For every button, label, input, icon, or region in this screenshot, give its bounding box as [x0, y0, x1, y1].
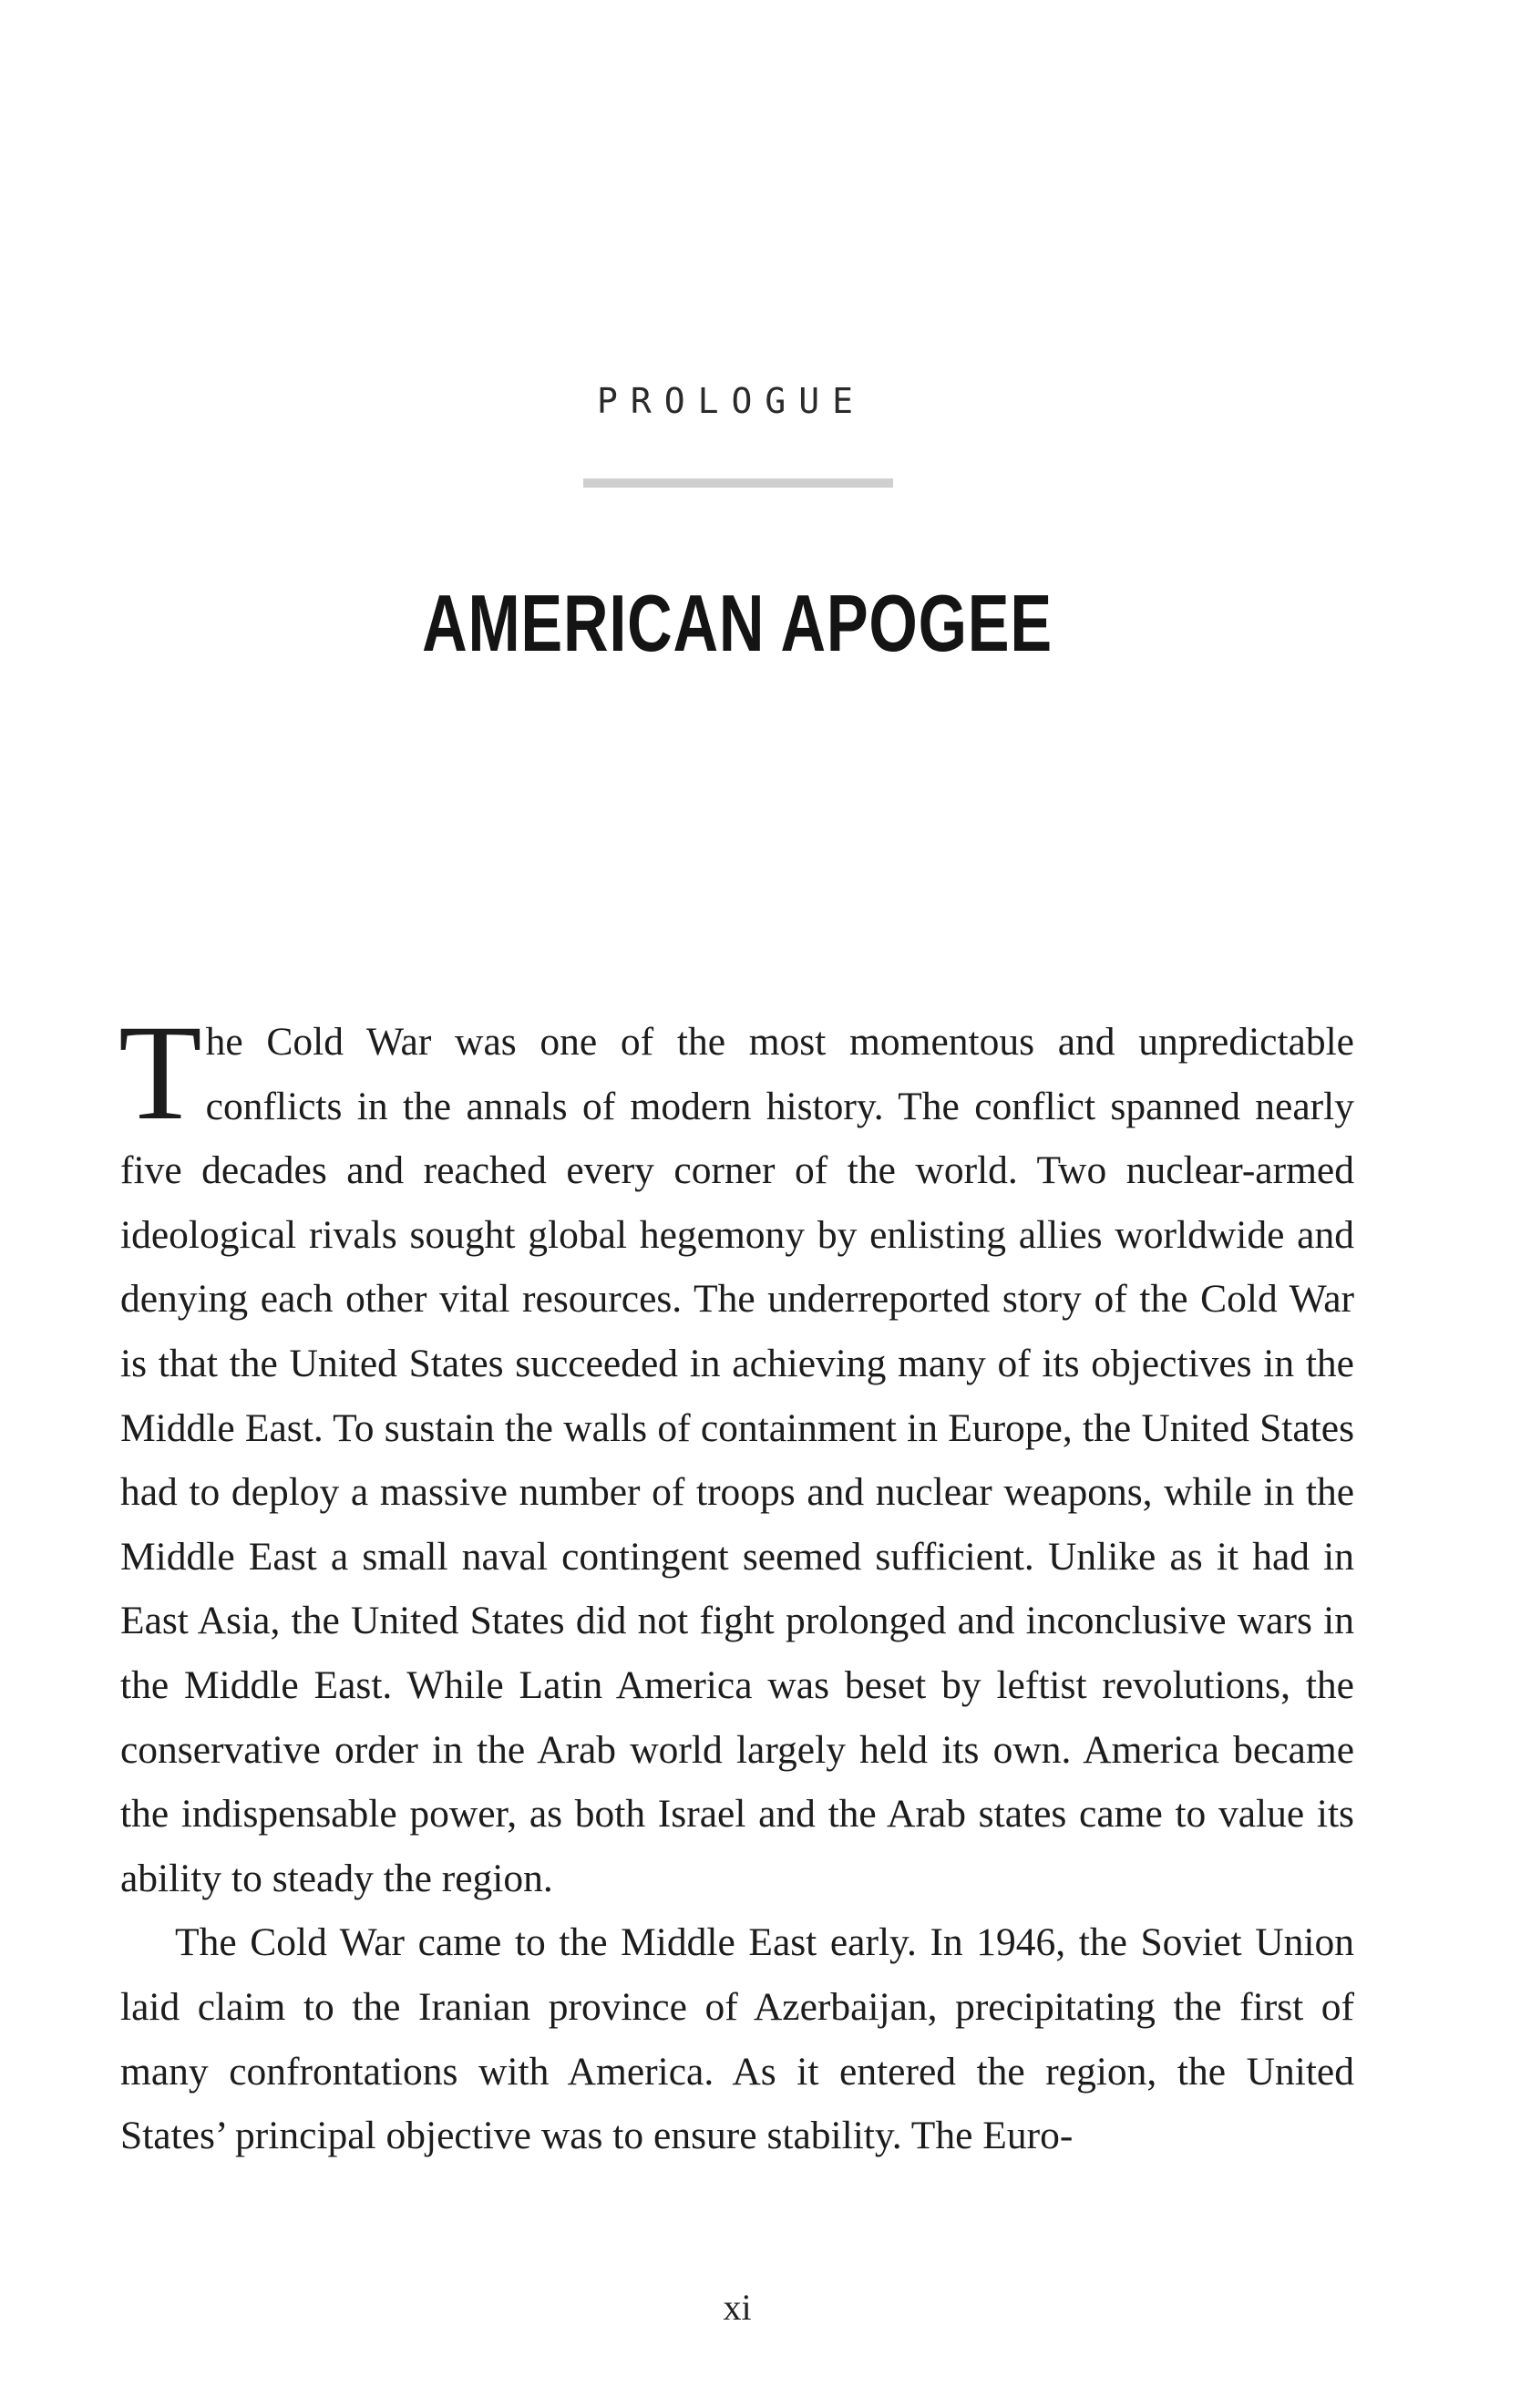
chapter-title: AMERICAN APOGEE: [422, 578, 1053, 668]
paragraph-1: [118, 997, 1354, 1910]
title-rule: [583, 479, 893, 488]
paragraph-1-text: he Cold War was one of the most momentous and unpredictable conflicts in the annals of modern history. The conflict spanned nearly five decades and reached every corner of the world. Two nuclear-armed ideological rivals sought global hegemony by enlisting allies worldwide and denying each other vital resources. The underreported story of the Cold War is that the United States succeeded in achieving many of its objectives in the Middle East. To sustain the walls of containment in Europe, the United States had to deploy a massive number of troops and nuclear weapons, while in the Middle East a small naval contingent seemed sufficient. Unlike as it had in East Asia, the United States did not fight prolonged and inconclusive wars in the Middle East. While Latin America was beset by leftist revolutions, the conservative order in the Arab world largely held its own. America became the indispensable power, as both Israel and the Arab states came to value its ability to steady the region.: [120, 1020, 1354, 1900]
paragraph-2: The Cold War came to the Middle East early. In 1946, the Soviet Union laid claim to the Iranian province of Azerbaijan, precipitating the first of many confrontations with America. As it entered the region, the United States’ principal objective was to ensure stability. The Euro-: [120, 1920, 1354, 2158]
page-number: xi: [723, 2287, 752, 2328]
drop-cap: T: [118, 997, 202, 1148]
chapter-label: PROLOGUE: [596, 381, 867, 421]
body-text: [118, 997, 1354, 2168]
